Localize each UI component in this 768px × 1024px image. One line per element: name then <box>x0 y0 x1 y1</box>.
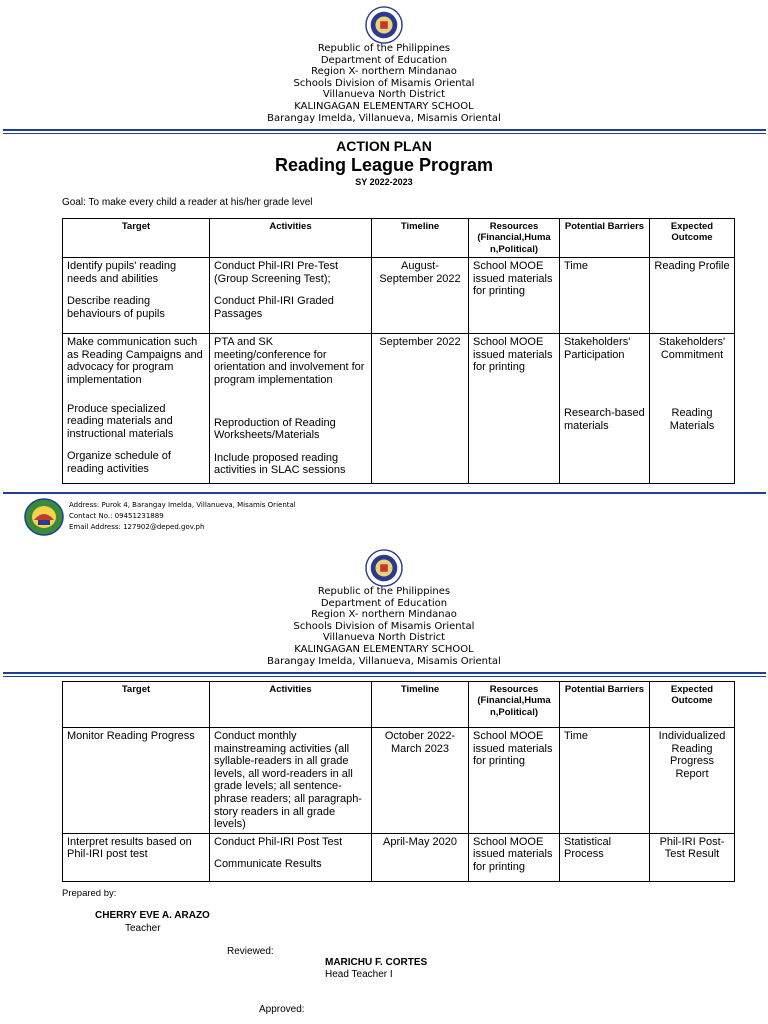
outcome-cell: Stakeholders' Commitment <box>658 336 726 361</box>
header-line: KALINGAGAN ELEMENTARY SCHOOL <box>294 100 474 112</box>
reviewed-name-text: MARICHU F. CORTES <box>325 957 428 968</box>
table-row <box>63 833 735 881</box>
header-divider <box>3 672 766 674</box>
resources-cell: School MOOE issued materials for printing <box>469 258 560 334</box>
col-resources: Resources (Financial,Huma n,Political) <box>469 219 560 258</box>
col-timeline: Timeline <box>372 219 469 258</box>
resources-cell: School MOOE issued materials for printing <box>469 334 560 484</box>
header-line: Republic of the Philippines <box>317 43 451 54</box>
table-row <box>63 258 735 334</box>
target-cell: Identify pupils' reading needs and abilities <box>67 260 177 285</box>
activity-cell: Communicate Results <box>214 858 322 871</box>
timeline-cell: October 2022-March 2023 <box>372 728 469 834</box>
target-cell: Produce specialized reading materials and instructional materials <box>67 402 174 440</box>
activity-cell: Conduct Phil-IRI Pre-Test (Group Screening Test); <box>214 260 339 285</box>
header-line: Barangay Imelda, Villanueva, Misamis Oriental <box>267 655 501 667</box>
school-year: SY 2022-2023 <box>355 177 413 187</box>
header-line: Barangay Imelda, Villanueva, Misamis Oriental <box>267 112 501 124</box>
col-outcome: Expected Outcome <box>650 219 735 258</box>
col-barriers: Potential Barriers <box>560 219 650 258</box>
header-divider <box>3 676 766 677</box>
activity-cell: Conduct Phil-IRI Graded Passages <box>214 295 334 320</box>
reviewed-label: Reviewed: <box>227 946 274 957</box>
footer-address: Address: Purok 4, Barangay Imelda, Villanueva, Misamis Oriental <box>69 501 296 509</box>
barriers-cell: Stakeholders' Participation <box>564 336 631 361</box>
barriers-cell: Statistical Process <box>560 833 650 881</box>
outcome-cell: Reading Materials <box>669 407 715 432</box>
timeline-cell: September 2022 <box>372 334 469 484</box>
timeline-cell: April-May 2020 <box>372 833 469 881</box>
deped-seal-icon <box>365 549 403 587</box>
header-line: KALINGAGAN ELEMENTARY SCHOOL <box>294 643 474 655</box>
header-line: Villanueva North District <box>322 632 446 644</box>
col-resources: Resources (Financial,Huma n,Political) <box>469 682 560 728</box>
target-cell: Make communication such as Reading Campaigns and advocacy for program implementation <box>67 336 203 386</box>
footer-email: Email Address: 127902@deped.gov.ph <box>69 523 205 531</box>
header-line: Region X- northern Mindanao <box>311 66 457 78</box>
barriers-cell: Research-based materials <box>564 407 645 432</box>
activity-cell: Reproduction of Reading Worksheets/Materials <box>214 416 336 442</box>
header-divider <box>3 133 766 134</box>
table-row <box>63 334 735 484</box>
outcome-cell: Phil-IRI Post-Test Result <box>650 833 735 881</box>
barriers-cell: Time <box>560 258 650 334</box>
action-plan-table-1 <box>62 218 735 484</box>
target-cell: Interpret results based on Phil-IRI post test <box>63 833 210 881</box>
header-line: Department of Education <box>320 54 448 66</box>
prepared-name <box>95 910 210 921</box>
resources-cell: School MOOE issued materials for printing <box>469 728 560 834</box>
reviewed-name <box>325 957 427 968</box>
footer-contact <box>69 500 296 533</box>
prepared-role: Teacher <box>125 923 161 934</box>
footer-phone: Contact No.: 09451231889 <box>69 512 164 520</box>
activity-cell: PTA and SK meeting/conference for orientation and involvement for program implementation <box>214 336 365 386</box>
target-cell: Organize schedule of reading activities <box>67 450 171 475</box>
col-timeline: Timeline <box>372 682 469 728</box>
activity-cell: Include proposed reading activities in SLAC sessions <box>214 451 346 477</box>
col-activities: Activities <box>210 219 372 258</box>
school-logo-icon <box>24 498 64 536</box>
header-divider <box>3 129 766 131</box>
target-cell: Describe reading behaviours of pupils <box>67 295 165 320</box>
plan-title: ACTION PLAN <box>336 138 432 154</box>
timeline-cell: August-September 2022 <box>372 258 469 334</box>
target-cell: Monitor Reading Progress <box>63 728 210 834</box>
letterhead <box>0 43 768 124</box>
letterhead <box>0 586 768 667</box>
prepared-label: Prepared by: <box>62 888 117 899</box>
prepared-name-text: CHERRY EVE A. ARAZO <box>95 910 210 921</box>
goal-text: Goal: To make every child a reader at his/her grade level <box>62 197 313 208</box>
reviewed-role: Head Teacher I <box>325 969 393 980</box>
header-line: Schools Division of Misamis Oriental <box>293 620 475 632</box>
col-activities: Activities <box>210 682 372 728</box>
col-outcome: Expected Outcome <box>650 682 735 728</box>
header-line: Schools Division of Misamis Oriental <box>293 77 475 89</box>
footer-divider <box>3 492 766 494</box>
action-plan-table-2 <box>62 681 735 882</box>
approved-label: Approved: <box>259 1004 305 1015</box>
header-line: Republic of the Philippines <box>317 586 451 597</box>
activity-cell: Conduct Phil-IRI Post Test <box>214 835 343 848</box>
col-target: Target <box>63 219 210 258</box>
header-line: Department of Education <box>320 597 448 609</box>
deped-seal-icon <box>365 6 403 44</box>
col-barriers: Potential Barriers <box>560 682 650 728</box>
table-row <box>63 728 735 834</box>
header-line: Villanueva North District <box>322 89 446 101</box>
resources-cell: School MOOE issued materials for printing <box>469 833 560 881</box>
activity-cell: Conduct monthly mainstreaming activities (all syllable-readers in all grade levels, all word-readers in all grade levels; all sentence-phrase readers; all paragraph-story readers in all grade levels) <box>210 728 372 834</box>
outcome-cell: Individualized Reading Progress Report <box>650 728 735 834</box>
header-line: Region X- northern Mindanao <box>311 609 457 621</box>
outcome-cell: Reading Profile <box>650 258 735 334</box>
barriers-cell: Time <box>560 728 650 834</box>
program-title: Reading League Program <box>274 155 494 175</box>
col-target: Target <box>63 682 210 728</box>
